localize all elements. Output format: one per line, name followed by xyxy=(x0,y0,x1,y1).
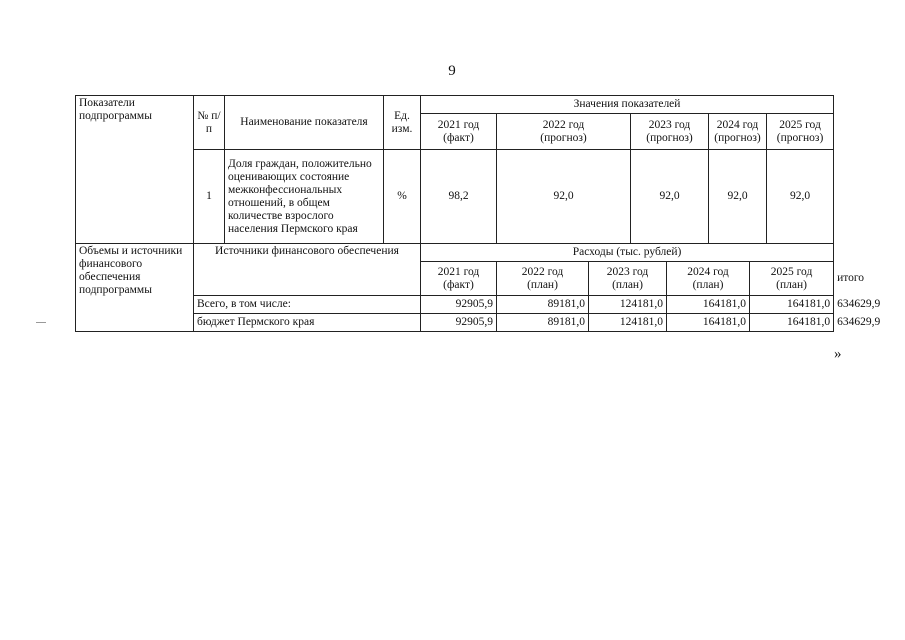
financing-value-cell: 164181,0 xyxy=(750,296,834,314)
financing-value-cell: 92905,9 xyxy=(421,314,497,332)
unit-header: Ед. изм. xyxy=(384,96,421,150)
indicator-value-cell: 92,0 xyxy=(631,150,709,244)
financing-year-header: 2021 год (факт) xyxy=(421,262,497,296)
financing-source-cell: бюджет Пермского края xyxy=(194,314,421,332)
financing-value-cell: 164181,0 xyxy=(750,314,834,332)
page-number: 9 xyxy=(448,63,456,79)
indicator-year-header: 2022 год (прогноз) xyxy=(497,114,631,150)
financing-row-label: Объемы и источники финансового обеспечения подпрограммы xyxy=(76,244,194,332)
indicator-value-cell: 92,0 xyxy=(497,150,631,244)
financing-year-header: 2022 год (план) xyxy=(497,262,589,296)
indicator-value-cell: 92,0 xyxy=(767,150,834,244)
scan-artifact xyxy=(36,322,46,323)
passport-table: Показатели подпрограммы № п/п Наименование показателя Ед. изм. Значения показателей 2021 год (факт) 2022 год (прогноз) 2023 год (прогноз) 2024 год (прогноз) 2025 год (прогноз) 1 Доля граждан, положительно оценивающих состояние межконфессиональных отношений, в общем количестве взрослого населения Пермского края % 98,2 92,0 92,0 92,0 92,0 Объемы и источники финансового обеспечения подпрограммы Источники финансового обеспечения Расходы (тыс. рублей) 2021 год (факт) 2022 год (план) 2023 год (план) 2024 год (план) 2025 год (план) итого Всего, в том числе: 92905,9 89181,0 124181,0 164181,0 164181,0 634629,9 бюджет Пермского края 92905,9 89181,0 124181,0 164181,0 164181,0 634629,9 xyxy=(75,95,834,332)
financing-value-cell: 89181,0 xyxy=(497,296,589,314)
indicator-name-cell: Доля граждан, положительно оценивающих состояние межконфессиональных отношений, в общем количестве взрослого населения Пермского края xyxy=(225,150,384,244)
financing-value-cell: 164181,0 xyxy=(667,314,750,332)
financing-value-cell: 89181,0 xyxy=(497,314,589,332)
indicators-row-label: Показатели подпрограммы xyxy=(76,96,194,244)
indicator-year-header: 2023 год (прогноз) xyxy=(631,114,709,150)
indicator-value-cell: 98,2 xyxy=(421,150,497,244)
values-header: Значения показателей xyxy=(421,96,834,114)
num-header: № п/п xyxy=(194,96,225,150)
expenses-header: Расходы (тыс. рублей) xyxy=(421,244,834,262)
financing-value-cell: 92905,9 xyxy=(421,296,497,314)
financing-year-header: 2023 год (план) xyxy=(589,262,667,296)
indicator-year-header: 2024 год (прогноз) xyxy=(709,114,767,150)
financing-value-cell: 164181,0 xyxy=(667,296,750,314)
financing-value-cell: 124181,0 xyxy=(589,314,667,332)
financing-year-header: 2025 год (план) xyxy=(750,262,834,296)
closing-quote-mark: » xyxy=(834,346,842,362)
indicator-year-header: 2025 год (прогноз) xyxy=(767,114,834,150)
financing-year-header: 2024 год (план) xyxy=(667,262,750,296)
indicator-year-header: 2021 год (факт) xyxy=(421,114,497,150)
financing-source-cell: Всего, в том числе: xyxy=(194,296,421,314)
indicator-name-header: Наименование показателя xyxy=(225,96,384,150)
indicator-value-cell: 92,0 xyxy=(709,150,767,244)
indicator-unit-cell: % xyxy=(384,150,421,244)
sources-header: Источники финансового обеспечения xyxy=(194,244,421,296)
indicator-num-cell: 1 xyxy=(194,150,225,244)
financing-value-cell: 124181,0 xyxy=(589,296,667,314)
